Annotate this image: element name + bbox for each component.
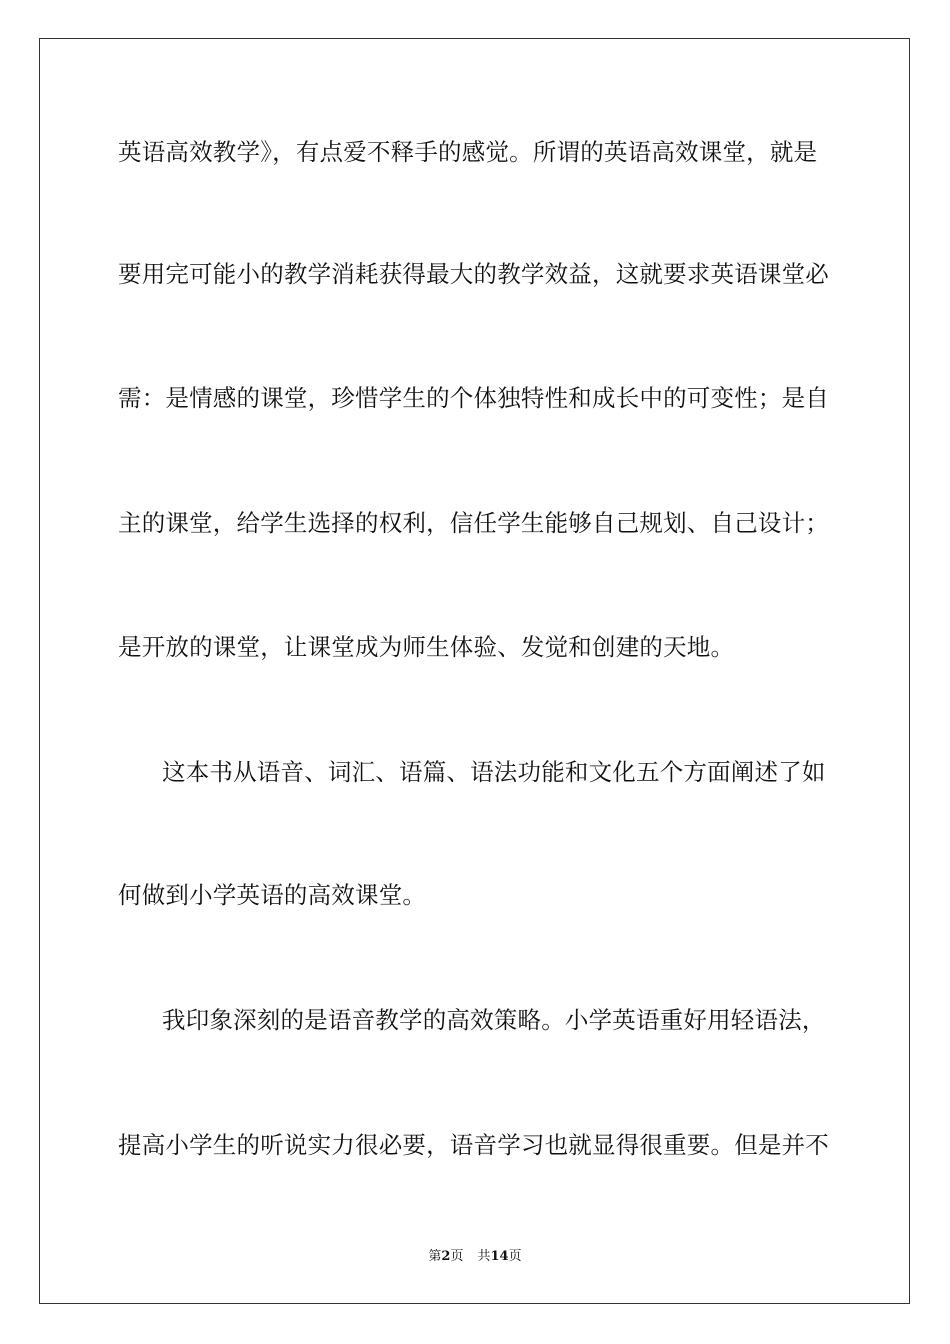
body-text-line-5: 是开放的课堂，让课堂成为师生体验、发觉和创建的天地。	[118, 633, 735, 661]
body-text-line-2: 要用完可能小的教学消耗获得最大的教学效益，这就要求英语课堂必	[118, 260, 829, 288]
footer-total-pages: 14	[490, 1249, 509, 1264]
body-text-line-8: 我印象深刻的是语音教学的高效策略。小学英语重好用轻语法，	[162, 1006, 826, 1034]
body-text-line-4: 主的课堂，给学生选择的权利，信任学生能够自己规划、自己设计；	[118, 509, 829, 537]
page-footer	[0, 1248, 950, 1266]
body-text-line-6: 这本书从语音、词汇、语篇、语法功能和文化五个方面阐述了如	[162, 758, 826, 786]
footer-page-number: 2	[441, 1249, 451, 1264]
footer-total-prefix: 共	[477, 1249, 491, 1264]
footer-page-prefix: 第	[428, 1249, 442, 1264]
body-text-line-3: 需：是情感的课堂，珍惜学生的个体独特性和成长中的可变性；是自	[118, 384, 829, 412]
body-text-line-9: 提高小学生的听说实力很必要，语音学习也就显得很重要。但是并不	[118, 1131, 829, 1159]
footer-page-suffix: 页	[450, 1249, 464, 1264]
page-border	[39, 38, 910, 1304]
body-text-line-7: 何做到小学英语的高效课堂。	[118, 881, 427, 909]
body-text-line-1: 英语高效教学》，有点爱不释手的感觉。所谓的英语高效课堂，就是	[118, 138, 818, 166]
footer-total-suffix: 页	[508, 1249, 522, 1264]
